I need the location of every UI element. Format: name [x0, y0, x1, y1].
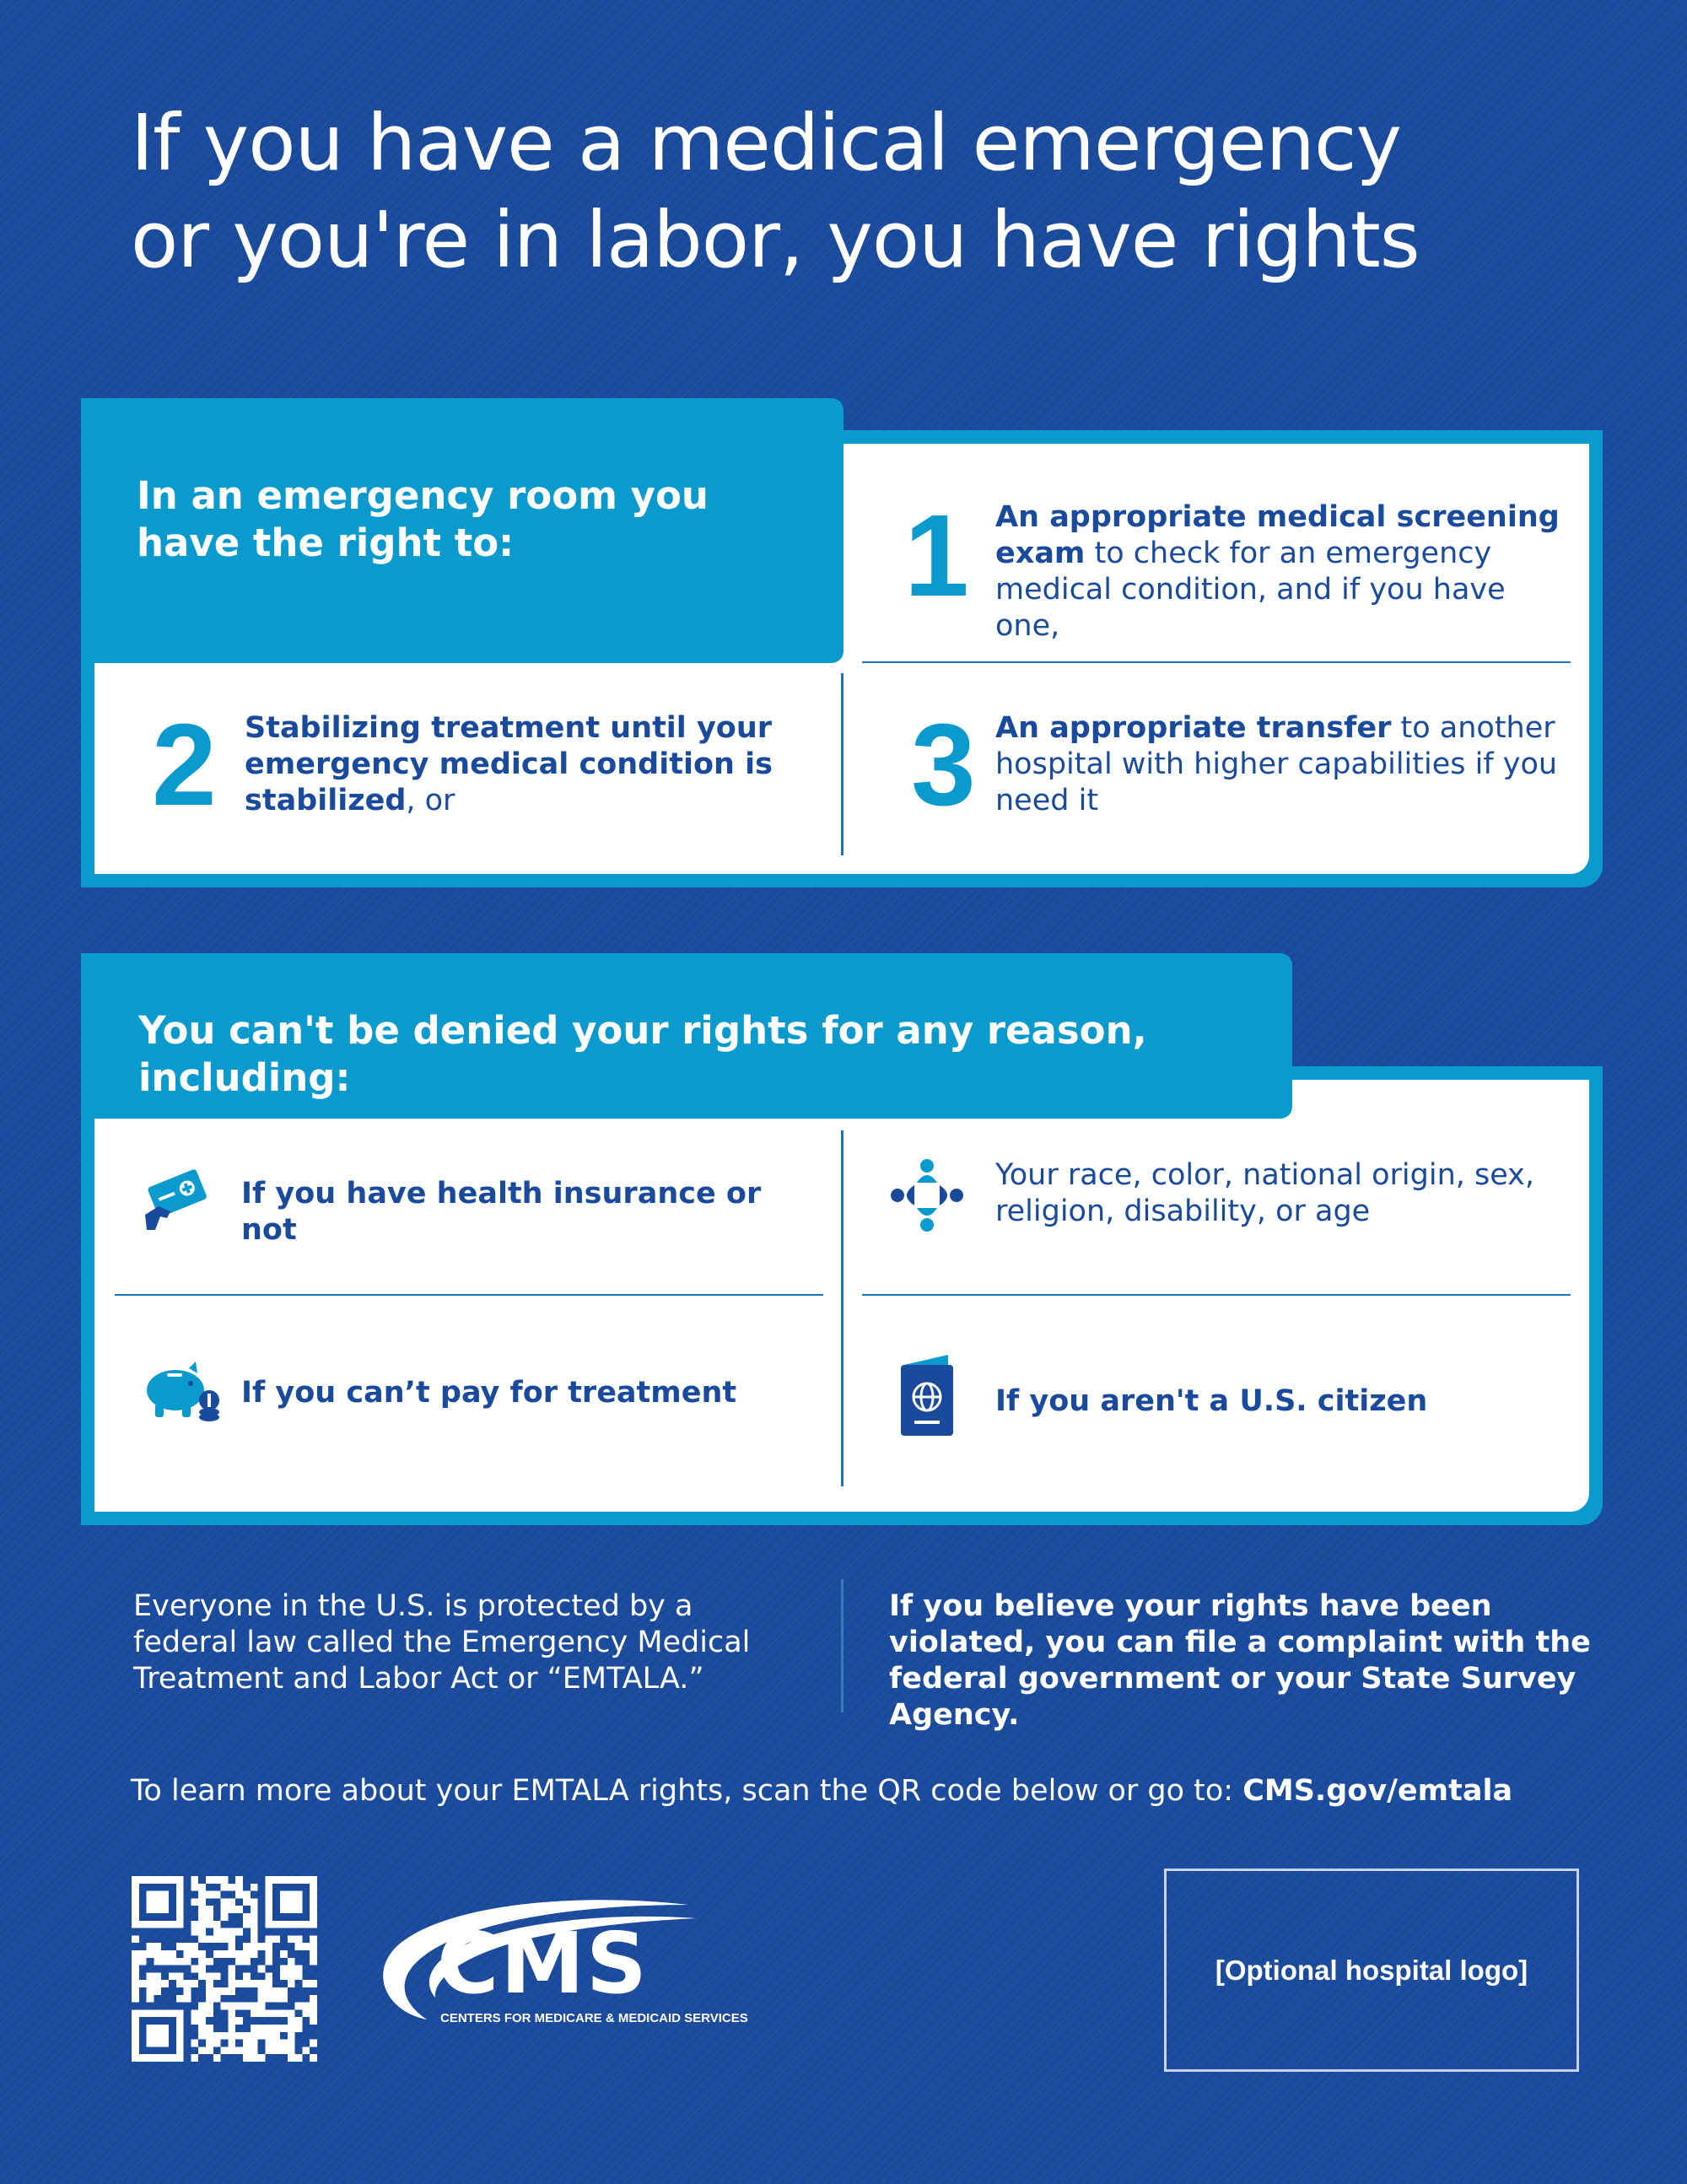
reasons-heading: You can't be denied your rights for any reason, including: [138, 1008, 1147, 1100]
reason-citizenship: If you aren't a U.S. citizen [995, 1384, 1428, 1418]
right-item-2-rest: , or [406, 784, 455, 817]
reasons-divider-left [115, 1294, 823, 1296]
title-line-2: or you're in labor, you have rights [131, 195, 1420, 285]
right-item-3-rest: to another hospital with higher capabilities if you need it [995, 711, 1558, 817]
footer-divider [841, 1579, 844, 1712]
complaint-statement: If you believe your rights have been violated, you can file a complaint with the federal government or your State Survey Agency. [889, 1589, 1591, 1732]
people-diversity-icon [889, 1157, 965, 1233]
reasons-divider-right [862, 1294, 1571, 1296]
right-number-2: 2 [152, 700, 213, 830]
piggy-bank-icon [140, 1360, 221, 1427]
passport-icon [897, 1350, 957, 1439]
rights-heading: In an emergency room you have the right to: [137, 473, 709, 565]
right-item-1 [995, 499, 1569, 644]
reason-demographics: Your race, color, national origin, sex, religion, disability, or age [995, 1158, 1535, 1228]
right-number-1: 1 [904, 491, 966, 621]
emtala-law-statement: Everyone in the U.S. is protected by a federal law called the Emergency Medical Treatment and Labor Act or “EMTALA.” [133, 1589, 751, 1696]
right-number-3: 3 [911, 700, 973, 830]
reason-insurance: If you have health insurance or not [241, 1177, 762, 1247]
cms-tagline: CENTERS FOR MEDICARE & MEDICAID SERVICES [440, 2011, 748, 2025]
hospital-logo-text: [Optional hospital logo] [1215, 1954, 1528, 1986]
right-item-3 [995, 710, 1569, 819]
hospital-logo-placeholder [1164, 1869, 1579, 2072]
right-item-2 [245, 710, 784, 819]
emtala-link[interactable]: CMS.gov/emtala [1242, 1774, 1513, 1808]
insurance-card-icon [142, 1166, 213, 1233]
qr-code[interactable] [132, 1876, 317, 2062]
learn-more-text: To learn more about your EMTALA rights, scan the QR code below or go to: [131, 1774, 1243, 1808]
rights-divider-horizontal [862, 661, 1571, 663]
cms-logo [376, 1893, 756, 2036]
reasons-divider-vertical [841, 1130, 844, 1486]
learn-more-line [131, 1772, 1649, 1810]
right-item-1-bold: An appropriate medical screening exam [995, 500, 1560, 570]
right-item-2-bold: Stabilizing treatment until your emergency medical condition is stabilized [245, 711, 773, 817]
right-item-3-bold: An appropriate transfer [995, 711, 1392, 745]
title-line-1: If you have a medical emergency [131, 98, 1401, 188]
page-title [131, 94, 1632, 289]
right-item-1-rest: to check for an emergency medical condition, and if you have one, [995, 537, 1506, 643]
rights-divider-vertical [841, 673, 844, 855]
reason-cant-pay: If you can’t pay for treatment [241, 1376, 737, 1410]
cms-logo-text: CMS [437, 1914, 649, 2013]
